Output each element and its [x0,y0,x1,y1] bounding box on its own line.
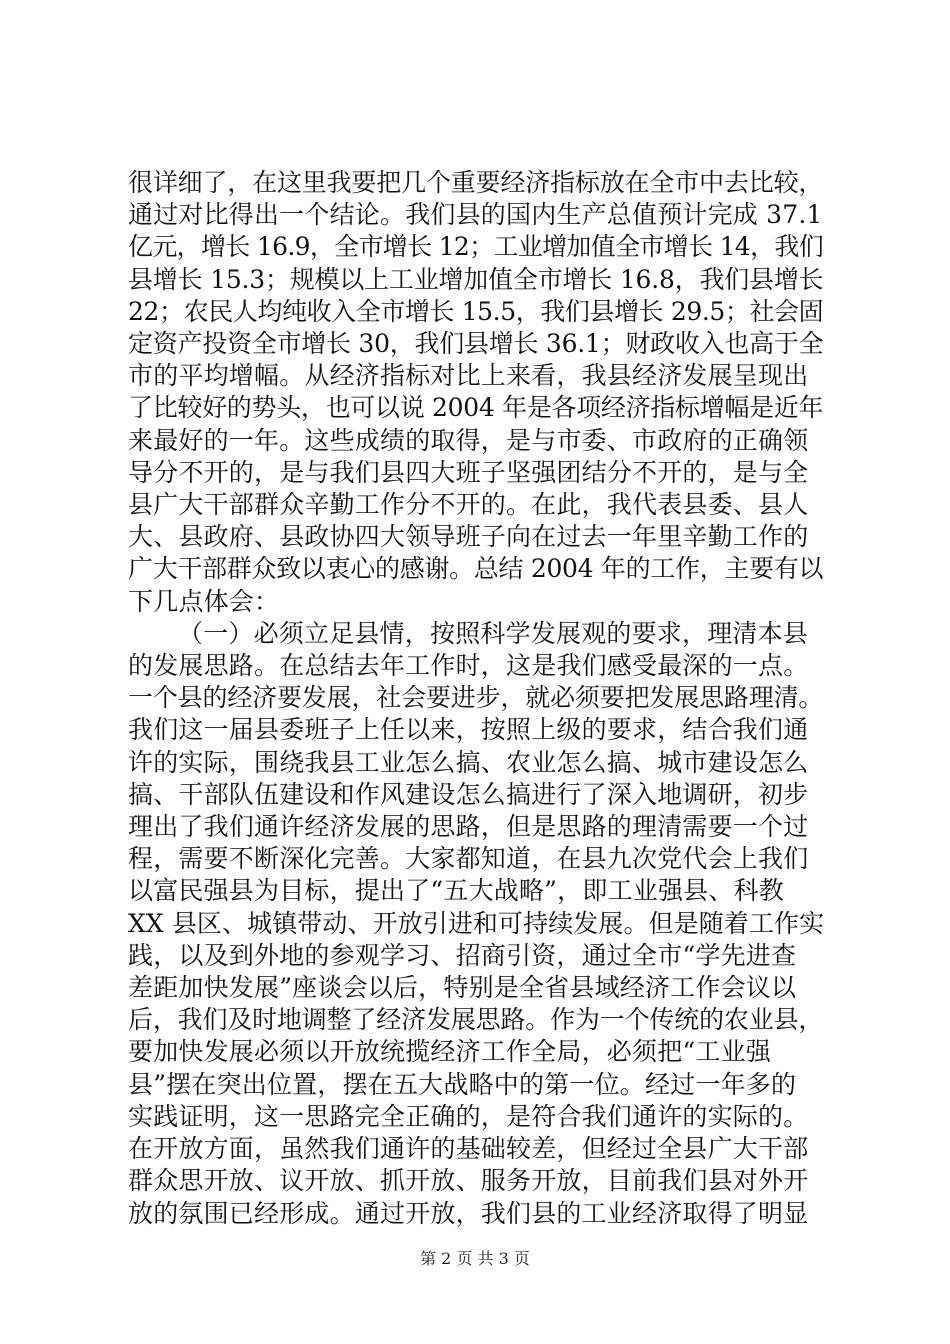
text-line: 实践证明，这一思路完全正确的，是符合我们通许的实际的。 [128,1101,809,1131]
text-line: 我们这一届县委班子上任以来，按照上级的要求，结合我们通 [128,715,809,745]
text-line: 广大干部群众致以衷心的感谢。总结 2004 年的工作，主要有以 [128,554,824,584]
text-line: 市的平均增幅。从经济指标对比上来看，我县经济发展呈现出 [128,361,809,391]
text-line: 程，需要不断深化完善。大家都知道，在县九次党代会上我们 [128,844,809,874]
text-line: 县增长 15.3；规模以上工业增加值全市增长 16.8，我们县增长 [128,264,824,294]
page-footer: 第 2 页 共 3 页 [420,1249,530,1268]
text-line: 大、县政府、县政协四大领导班子向在过去一年里辛勤工作的 [128,522,809,552]
body-text [128,167,824,1230]
text-line: （一）必须立足县情，按照科学发展观的要求，理清本县 [178,618,809,648]
text-line: 导分不开的，是与我们县四大班子坚强团结分不开的，是与全 [128,457,809,487]
text-line: 许的实际，围绕我县工业怎么搞、农业怎么搞、城市建设怎么 [128,747,809,777]
text-line: 县广大干部群众辛勤工作分不开的。在此，我代表县委、县人 [128,490,809,520]
text-line: 很详细了，在这里我要把几个重要经济指标放在全市中去比较， [128,168,824,197]
text-line: XX 县区、城镇带动、开放引进和可持续发展。但是随着工作实 [128,908,825,938]
text-line: 亿元，增长 16.9，全市增长 12；工业增加值全市增长 14，我们 [128,232,824,262]
text-line: 理出了我们通许经济发展的思路，但是思路的理清需要一个过 [128,812,809,842]
text-line: 放的氛围已经形成。通过开放，我们县的工业经济取得了明显 [128,1198,809,1228]
text-line: 以富民强县为目标，提出了“五大战略”，即工业强县、科教 [128,876,784,906]
text-line: 在开放方面，虽然我们通许的基础较差，但经过全县广大干部 [128,1134,809,1164]
text-line: 群众思开放、议开放、抓开放、服务开放，目前我们县对外开 [128,1166,809,1196]
text-line: 下几点体会： [128,586,280,616]
text-line: 的发展思路。在总结去年工作时，这是我们感受最深的一点。 [128,651,809,681]
text-line: 要加快发展必须以开放统揽经济工作全局，必须把“工业强 [128,1037,771,1067]
text-line: 搞、干部队伍建设和作风建设怎么搞进行了深入地调研，初步 [128,779,809,809]
text-line: 县”摆在突出位置，摆在五大战略中的第一位。经过一年多的 [128,1069,797,1099]
text-line: 通过对比得出一个结论。我们县的国内生产总值预计完成 37.1 [128,200,823,230]
text-line: 定资产投资全市增长 30，我们县增长 36.1；财政收入也高于全 [128,329,824,359]
text-line: 后，我们及时地调整了经济发展思路。作为一个传统的农业县， [128,1005,824,1035]
text-line: 了比较好的势头，也可以说 2004 年是各项经济指标增幅是近年 [128,393,824,423]
text-line: 差距加快发展”座谈会以后，特别是全省县域经济工作会议以 [128,973,797,1003]
text-line: 22；农民人均纯收入全市增长 15.5，我们县增长 29.5；社会固 [128,296,824,326]
text-line: 践，以及到外地的参观学习、招商引资，通过全市“学先进查 [128,940,797,970]
text-line: 一个县的经济要发展，社会要进步，就必须要把发展思路理清。 [128,683,824,713]
text-line: 来最好的一年。这些成绩的取得，是与市委、市政府的正确领 [128,425,809,455]
